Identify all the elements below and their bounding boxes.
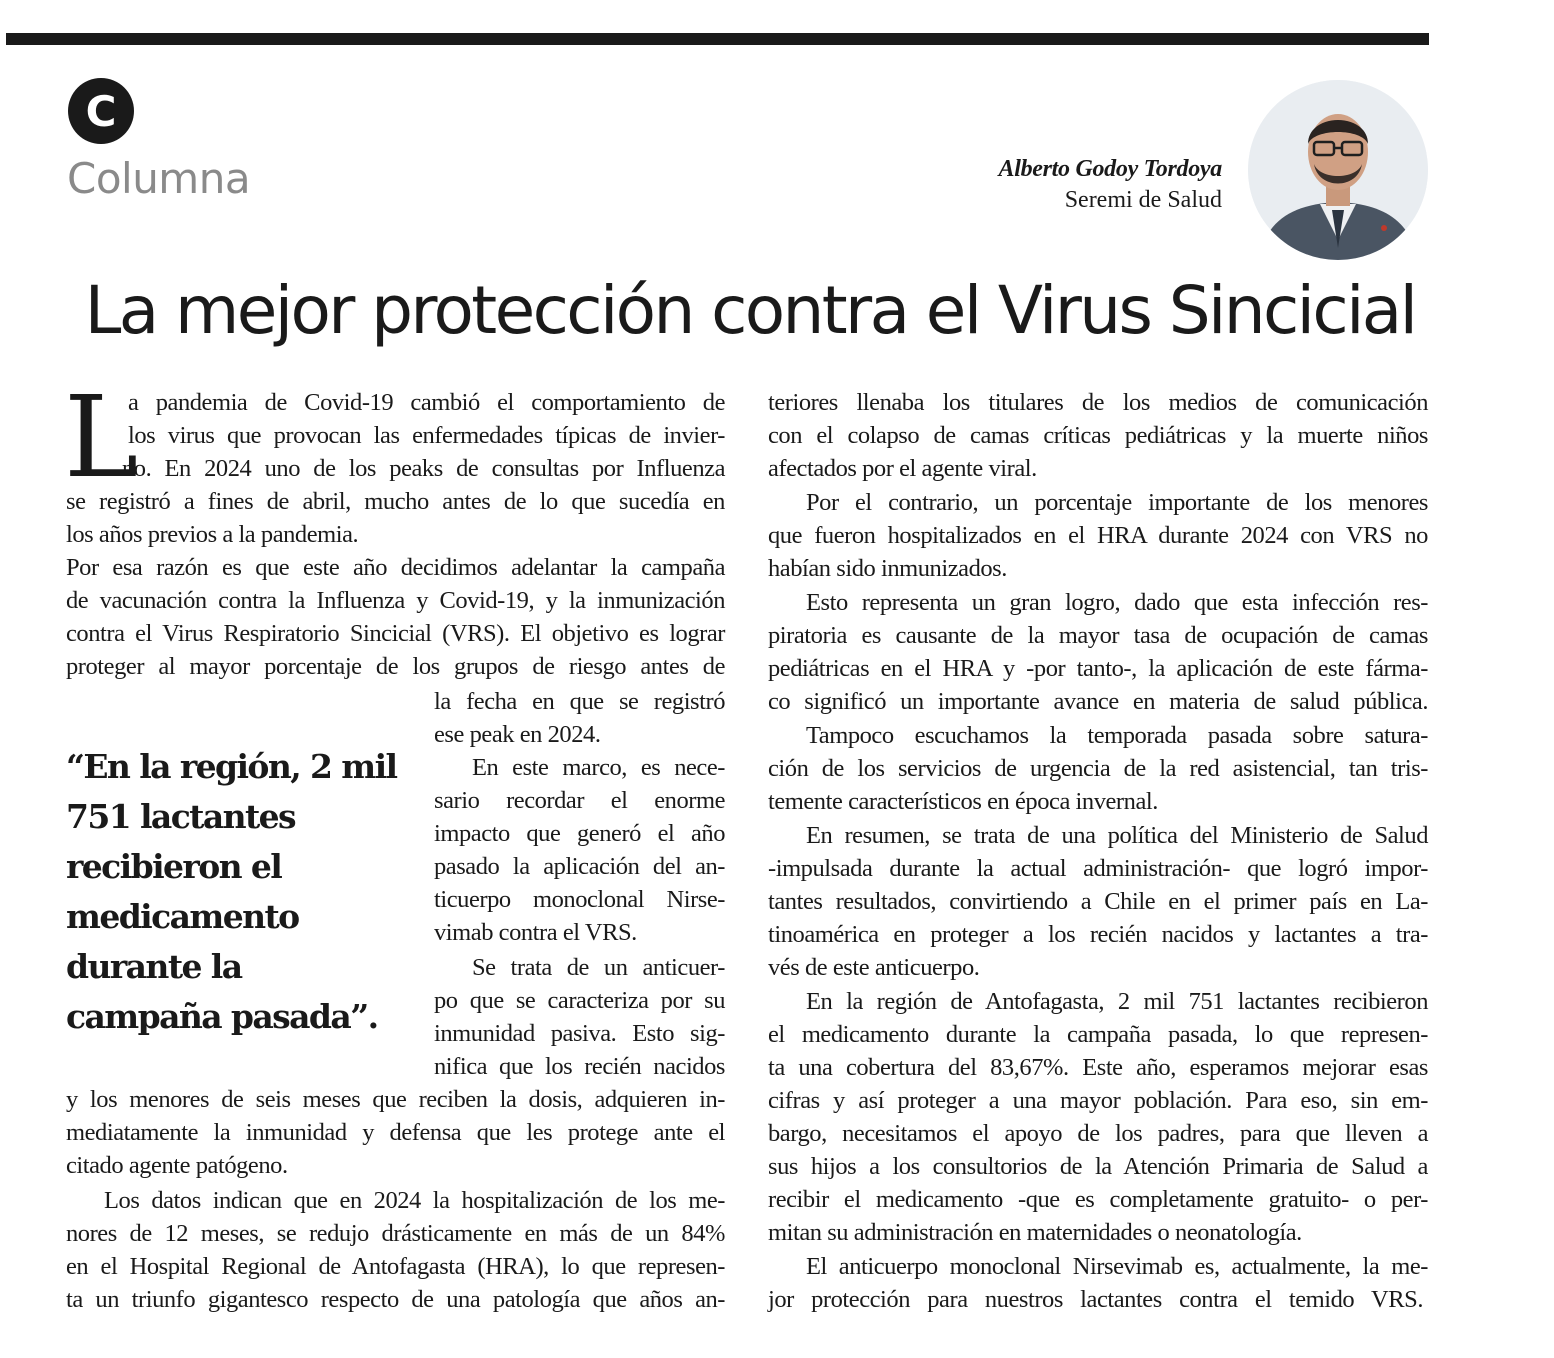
body-line: sario recordar el enorme — [434, 787, 725, 814]
body-line: co significó un importante avance en materia de salud pública. — [768, 688, 1428, 715]
body-line: piratoria es causante de la mayor tasa de ocupación de camas — [768, 622, 1428, 649]
body-line: Por esa razón es que este año decidimos adelantar la campaña — [66, 554, 725, 581]
author-portrait-icon — [1248, 80, 1428, 260]
body-line: a pandemia de Covid-19 cambió el comportamiento de — [128, 389, 725, 416]
body-line: en el Hospital Regional de Antofagasta (HRA), lo que represen- — [66, 1253, 725, 1280]
body-line: -impulsada durante la actual administración- que logró impor- — [768, 855, 1428, 882]
body-line: inmunidad pasiva. Esto sig- — [434, 1020, 725, 1047]
body-line: ta una cobertura del 83,67%. Este año, esperamos mejorar esas — [768, 1054, 1428, 1081]
body-line: pediátricas en el HRA y -por tanto-, la aplicación de este fárma- — [768, 655, 1428, 682]
body-line: bargo, necesitamos el apoyo de los padres, para que lleven a — [768, 1120, 1428, 1147]
body-line: los virus que provocan las enfermedades típicas de invier- — [128, 422, 725, 449]
author-role: Seremi de Salud — [1064, 187, 1222, 213]
body-line: vimab contra el VRS. — [434, 919, 637, 946]
body-line: ese peak en 2024. — [434, 721, 601, 748]
body-line: afectados por el agente viral. — [768, 455, 1037, 482]
pull-quote-line: 751 lactantes — [66, 797, 296, 836]
section-badge — [68, 78, 134, 144]
body-line: que fueron hospitalizados en el HRA durante 2024 con VRS no — [768, 522, 1428, 549]
body-line: mitan su administración en maternidades o neonatología. — [768, 1219, 1302, 1246]
body-line: nifica que los recién nacidos — [434, 1053, 725, 1080]
body-line: vés de este anticuerpo. — [768, 954, 980, 981]
drop-cap: L — [64, 373, 139, 503]
body-line: impacto que generó el año — [434, 820, 725, 847]
body-line: El anticuerpo monoclonal Nirsevimab es, actualmente, la me- — [806, 1253, 1428, 1280]
body-line: Se trata de un anticuer- — [472, 954, 725, 981]
body-line: ción de los servicios de urgencia de la red asistencial, tan tris- — [768, 755, 1428, 782]
body-line: la fecha en que se registró — [434, 688, 725, 715]
pull-quote — [66, 742, 411, 1042]
body-line: se registró a fines de abril, mucho antes de lo que sucedía en — [66, 488, 725, 515]
article-title: La mejor protección contra el Virus Sincicial — [84, 272, 1416, 349]
author-photo — [1248, 80, 1428, 260]
author-block — [999, 154, 1222, 216]
body-line: recibir el medicamento -que es completamente gratuito- o per- — [768, 1186, 1428, 1213]
body-line: po que se caracteriza por su — [434, 987, 725, 1014]
body-line: En la región de Antofagasta, 2 mil 751 lactantes recibieron — [806, 988, 1428, 1015]
body-line: contra el Virus Respiratorio Sincicial (VRS). El objetivo es lograr — [66, 620, 725, 647]
section-label: Columna — [67, 154, 251, 203]
body-line: nores de 12 meses, se redujo drásticamente en más de un 84% — [66, 1220, 725, 1247]
pull-quote-line: medicamento — [66, 897, 299, 936]
body-line: ta un triunfo gigantesco respecto de una patología que años an- — [66, 1286, 725, 1313]
body-line: no. En 2024 uno de los peaks de consultas por Influenza — [122, 455, 725, 482]
pull-quote-line: campaña pasada”. — [66, 997, 378, 1036]
body-line: de vacunación contra la Influenza y Covid-19, y la inmunización — [66, 587, 725, 614]
body-line: teriores llenaba los titulares de los medios de comunicación — [768, 389, 1428, 416]
body-line: tantes resultados, convirtiendo a Chile en el primer país en La- — [768, 888, 1428, 915]
body-line: Los datos indican que en 2024 la hospitalización de los me- — [104, 1187, 725, 1214]
top-rule — [6, 33, 1429, 45]
body-line: Esto representa un gran logro, dado que esta infección res- — [806, 589, 1428, 616]
body-line: mediatamente la inmunidad y defensa que les protege ante el — [66, 1119, 725, 1146]
section-initial: C — [85, 86, 117, 136]
body-line: Tampoco escuchamos la temporada pasada sobre satura- — [806, 722, 1428, 749]
body-line: En resumen, se trata de una política del Ministerio de Salud — [806, 822, 1428, 849]
body-line: sus hijos a los consultorios de la Atención Primaria de Salud a — [768, 1153, 1428, 1180]
author-name: Alberto Godoy Tordoya — [998, 156, 1222, 182]
body-line: tinoamérica en proteger a los recién nacidos y lactantes a tra- — [768, 921, 1428, 948]
pull-quote-line: durante la — [66, 947, 242, 986]
body-line: cifras y así proteger a una mayor población. Para eso, sin em- — [768, 1087, 1428, 1114]
body-line: los años previos a la pandemia. — [66, 521, 359, 548]
body-line: temente característicos en época invernal. — [768, 788, 1158, 815]
body-line: el medicamento durante la campaña pasada, lo que represen- — [768, 1021, 1428, 1048]
body-line: y los menores de seis meses que reciben la dosis, adquieren in- — [66, 1086, 725, 1113]
body-line: En este marco, es nece- — [472, 754, 725, 781]
body-line: pasado la aplicación del an- — [434, 853, 725, 880]
pull-quote-line: “En la región, 2 mil — [66, 747, 397, 786]
body-line: jor protección para nuestros lactantes contra el temido VRS. — [768, 1286, 1423, 1313]
body-line: habían sido inmunizados. — [768, 555, 1007, 582]
body-line: proteger al mayor porcentaje de los grupos de riesgo antes de — [66, 653, 725, 680]
body-line: ticuerpo monoclonal Nirse- — [434, 886, 725, 913]
body-line: citado agente patógeno. — [66, 1152, 288, 1179]
pull-quote-line: recibieron el — [66, 847, 282, 886]
body-line: con el colapso de camas críticas pediátricas y la muerte niños — [768, 422, 1428, 449]
body-line: Por el contrario, un porcentaje importante de los menores — [806, 489, 1428, 516]
